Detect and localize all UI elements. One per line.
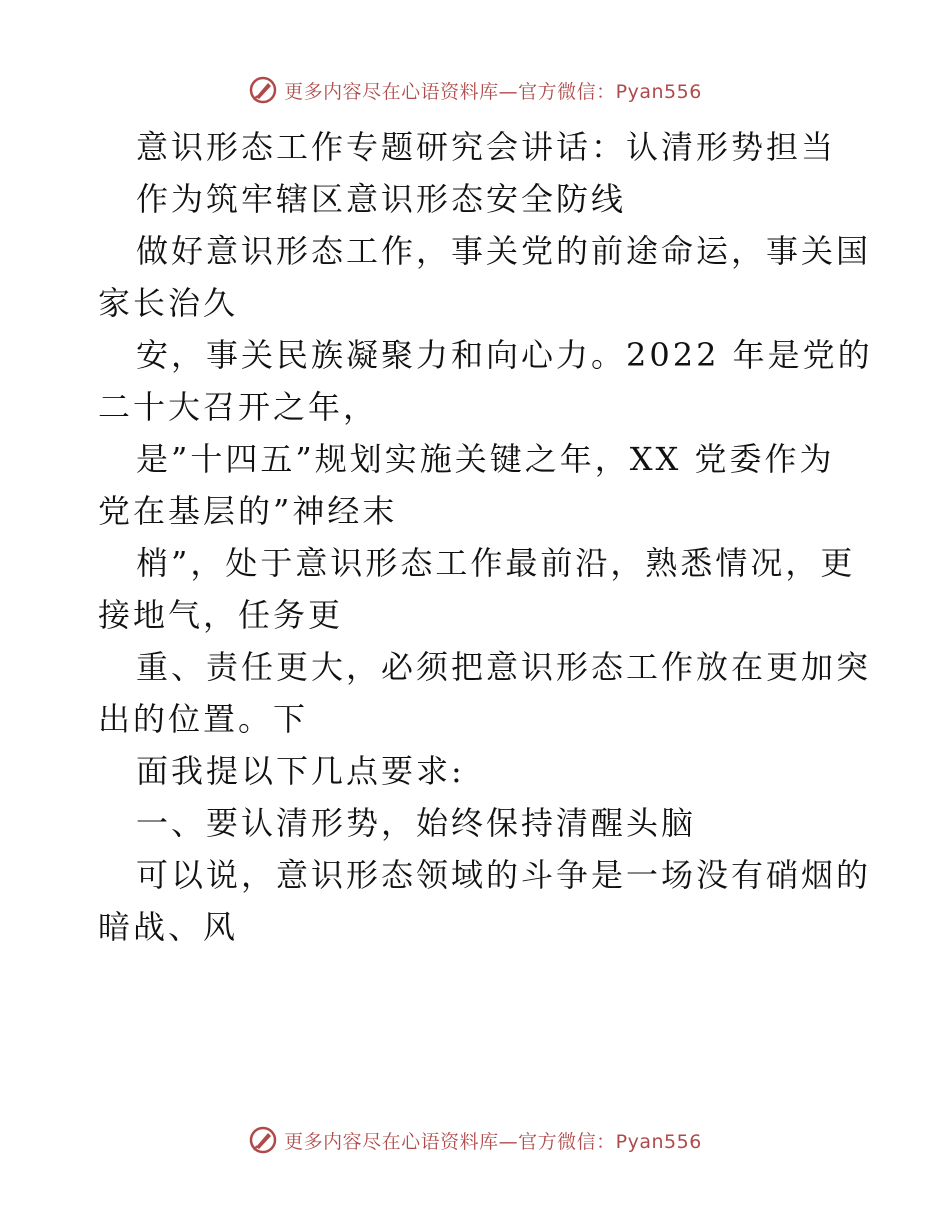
- paragraph-line: 安，事关民族凝聚力和向心力。2022 年是党的: [136, 336, 873, 374]
- paragraph-line: 党在基层的”神经末: [98, 492, 398, 530]
- quill-logo-icon: [248, 75, 278, 105]
- title-line-1: 意识形态工作专题研究会讲话：认清形势担当: [136, 128, 837, 166]
- header-banner: [0, 70, 950, 110]
- paragraph-line: 做好意识形态工作，事关党的前途命运，事关国: [136, 232, 872, 270]
- paragraph-line: 接地气，任务更: [98, 596, 344, 634]
- paragraph-line: 重、责任更大，必须把意识形态工作放在更加突: [136, 648, 872, 686]
- paragraph-line: 是”十四五”规划实施关键之年，XX 党委作为: [136, 440, 835, 478]
- paragraph-line: 可以说，意识形态领域的斗争是一场没有硝烟的: [136, 856, 872, 894]
- section-heading: 一、要认清形势，始终保持清醒头脑: [136, 804, 697, 842]
- paragraph-line: 二十大召开之年，: [98, 388, 379, 426]
- header-banner-text: 更多内容尽在心语资料库—官方微信：Pyan556: [284, 80, 702, 103]
- footer-banner: [0, 1120, 950, 1160]
- quill-logo-icon: [248, 1125, 278, 1155]
- document-body: [98, 121, 873, 953]
- paragraph-line: 出的位置。下: [98, 700, 309, 738]
- title-line-2: 作为筑牢辖区意识形态安全防线: [136, 180, 627, 218]
- paragraph-line: 梢”，处于意识形态工作最前沿，熟悉情况，更: [136, 544, 856, 582]
- footer-banner-text: 更多内容尽在心语资料库—官方微信：Pyan556: [284, 1130, 702, 1153]
- paragraph-line: 面我提以下几点要求:: [136, 752, 465, 790]
- paragraph-line: 暗战、风: [98, 908, 239, 946]
- paragraph-line: 家长治久: [98, 284, 239, 322]
